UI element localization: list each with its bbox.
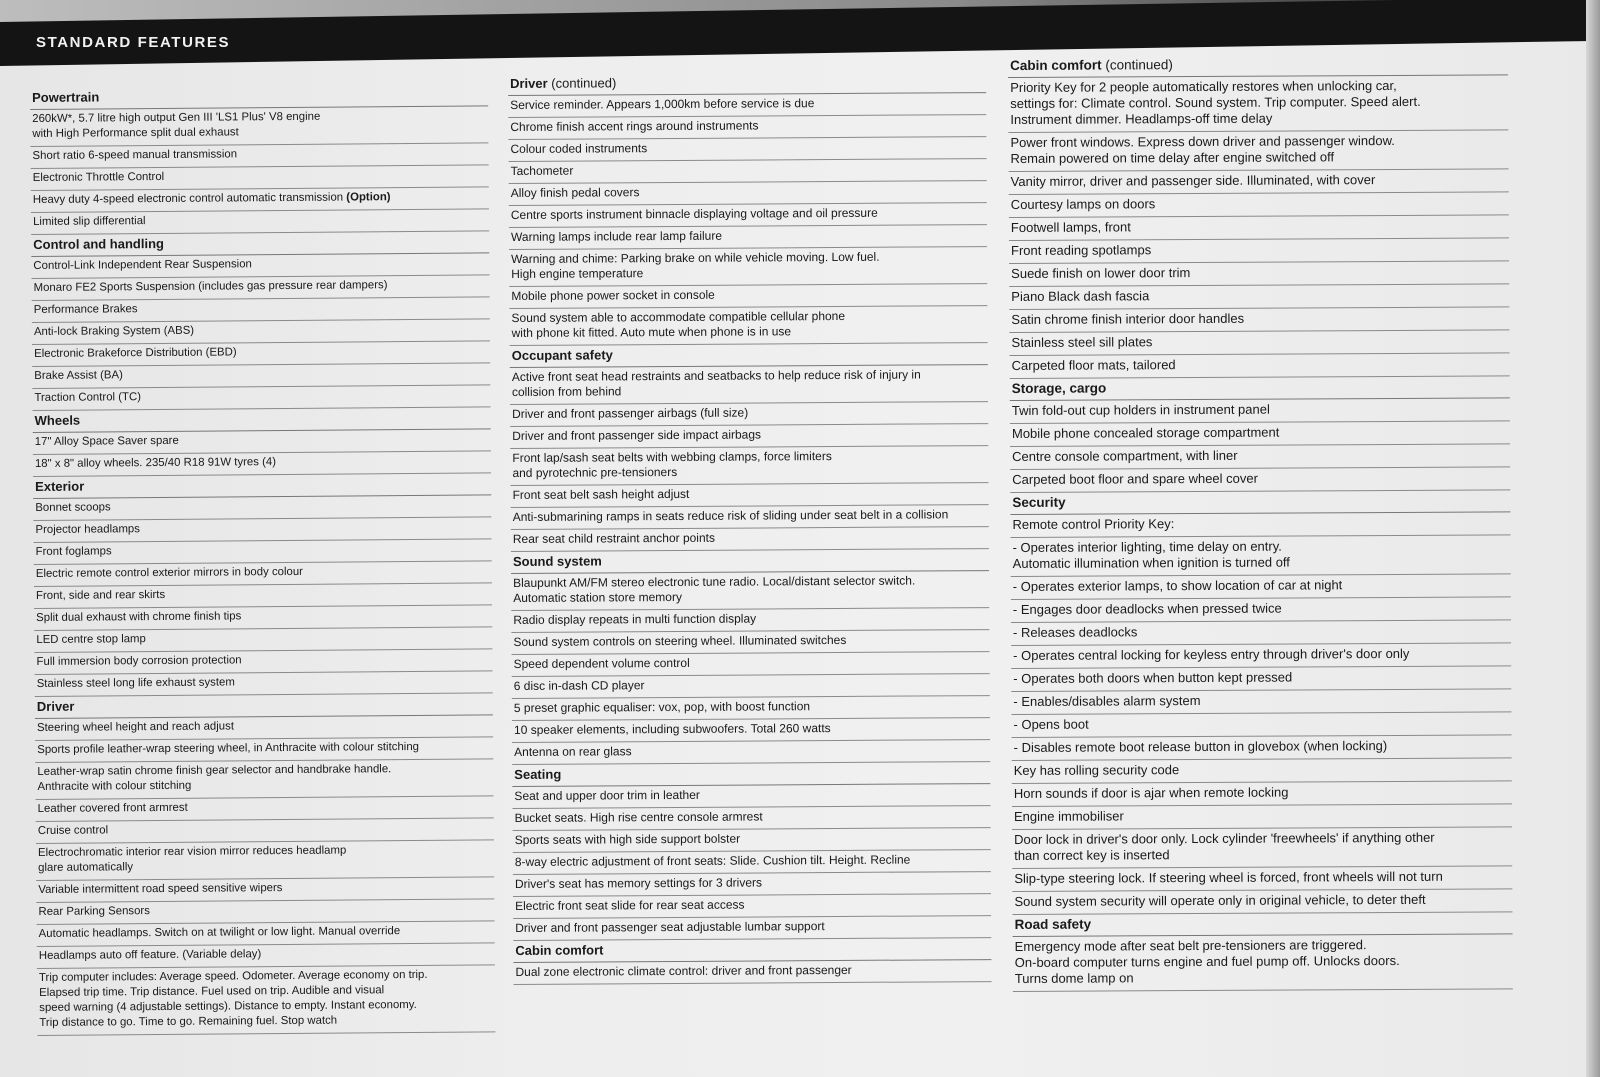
feature-text: Front reading spotlamps xyxy=(1010,242,1152,258)
feature-text: speed warning (4 adjustable settings). Distance to empty. Instant economy. xyxy=(39,998,417,1014)
feature-column-1 xyxy=(30,84,495,1036)
option-tag: (Option) xyxy=(346,191,391,204)
feature-column-3 xyxy=(1008,53,1513,992)
feature-text: Electronic Brakeforce Distribution (EBD) xyxy=(34,346,237,360)
feature-item xyxy=(1010,421,1510,447)
feature-text: Sound system able to accommodate compatible cellular phone xyxy=(511,308,846,325)
feature-text: Front foglamps xyxy=(35,545,112,558)
feature-text: Dual zone electronic climate control: driver and front passenger xyxy=(515,962,852,979)
feature-text: Bucket seats. High rise centre console armrest xyxy=(514,809,763,825)
feature-text: - Releases deadlocks xyxy=(1012,624,1138,640)
feature-item xyxy=(508,115,986,140)
feature-text: Speed dependent volume control xyxy=(513,655,690,671)
feature-text: - Enables/disables alarm system xyxy=(1013,693,1201,709)
feature-item xyxy=(1011,597,1511,623)
feature-text: Full immersion body corrosion protection xyxy=(36,654,242,668)
feature-item xyxy=(513,960,991,985)
feature-text: settings for: Climate control. Sound system. Trip computer. Speed alert. xyxy=(1010,93,1421,111)
feature-item xyxy=(511,608,989,633)
feature-item xyxy=(1011,689,1511,715)
feature-text: Headlamps auto off feature. (Variable delay) xyxy=(38,948,262,962)
feature-item xyxy=(1009,307,1509,333)
feature-text: - Operates interior lighting, time delay on entry. xyxy=(1012,538,1282,555)
feature-text: Cruise control xyxy=(37,824,109,837)
feature-text: Door lock in driver's door only. Lock cylinder 'freewheels' if anything other xyxy=(1014,829,1435,847)
feature-text: Automatic illumination when ignition is turned off xyxy=(1012,554,1290,571)
feature-text: Automatic station store memory xyxy=(513,589,682,605)
section-title: Driver xyxy=(36,698,75,714)
feature-text: Piano Black dash fascia xyxy=(1011,288,1150,304)
section-heading-security xyxy=(1010,490,1510,515)
feature-text: Trip distance to go. Time to go. Remaining fuel. Stop watch xyxy=(39,1014,338,1029)
section-title: Control and handling xyxy=(33,235,165,252)
feature-item xyxy=(1011,712,1511,738)
feature-text: collision from behind xyxy=(511,384,622,399)
feature-text: - Operates both doors when button kept pressed xyxy=(1013,669,1293,686)
feature-text: Chrome finish accent rings around instruments xyxy=(510,118,759,134)
feature-text: Service reminder. Appears 1,000km before service is due xyxy=(510,96,815,112)
feature-item xyxy=(1010,353,1510,379)
feature-text: Automatic headlamps. Switch on at twilight or low light. Manual override xyxy=(38,925,401,940)
feature-text: Courtesy lamps on doors xyxy=(1010,196,1156,212)
feature-text: Stainless steel sill plates xyxy=(1011,334,1153,350)
section-title: Security xyxy=(1012,494,1066,510)
feature-text: Front seat belt sash height adjust xyxy=(512,486,690,502)
feature-text: Stainless steel long life exhaust system xyxy=(36,676,235,690)
feature-item xyxy=(1012,781,1512,807)
feature-text: than correct key is inserted xyxy=(1014,847,1170,863)
feature-column-2 xyxy=(508,71,992,985)
feature-text: Driver and front passenger side impact airbags xyxy=(512,427,762,443)
feature-text: LED centre stop lamp xyxy=(36,633,146,646)
feature-text: Sound system controls on steering wheel. Illuminated switches xyxy=(513,632,847,649)
feature-text: 10 speaker elements, including subwoofers. Total 260 watts xyxy=(513,721,831,737)
feature-text: Key has rolling security code xyxy=(1013,762,1180,778)
section-title: Exterior xyxy=(35,478,85,494)
feature-item xyxy=(511,527,989,552)
feature-item xyxy=(35,759,493,800)
section-heading-seating xyxy=(512,762,990,787)
feature-item xyxy=(1009,261,1509,287)
section-heading-occupant-safety xyxy=(510,343,988,368)
section-heading-road-safety xyxy=(1012,912,1512,937)
feature-text: Anthracite with colour stitching xyxy=(37,779,192,793)
feature-text: Power front windows. Express down driver and passenger window. xyxy=(1010,132,1395,150)
feature-text: 17" Alloy Space Saver spare xyxy=(34,434,179,448)
feature-text: Remote control Priority Key: xyxy=(1012,516,1175,532)
feature-item xyxy=(512,806,990,831)
feature-item xyxy=(1012,804,1512,830)
feature-text: Split dual exhaust with chrome finish tips xyxy=(36,610,242,624)
feature-item xyxy=(510,424,988,449)
feature-item xyxy=(513,894,991,919)
feature-item xyxy=(513,916,991,941)
feature-item xyxy=(1009,215,1509,241)
feature-item xyxy=(509,203,987,228)
feature-text: Sports seats with high side support bolster xyxy=(514,831,741,847)
feature-item xyxy=(1010,467,1510,493)
section-title: Driver xyxy=(510,75,548,91)
feature-text: Driver and front passenger airbags (full size) xyxy=(512,405,749,421)
feature-text: Warning lamps include rear lamp failure xyxy=(510,228,723,244)
feature-item xyxy=(509,159,987,184)
feature-text: 260kW*, 5.7 litre high output Gen III 'LS1 Plus' V8 engine xyxy=(32,110,321,125)
feature-text: Centre sports instrument binnacle displaying voltage and oil pressure xyxy=(510,205,878,222)
feature-text: Vanity mirror, driver and passenger side. Illuminated, with cover xyxy=(1010,172,1376,189)
feature-text: 5 preset graphic equaliser: vox, pop, with boost function xyxy=(513,699,811,715)
feature-text: and pyrotechnic pre-tensioners xyxy=(512,464,678,480)
continued-label: (continued) xyxy=(551,75,617,91)
feature-item xyxy=(511,483,989,508)
feature-text: with phone kit fitted. Auto mute when phone is in use xyxy=(511,324,792,340)
section-heading-driver xyxy=(508,71,986,96)
feature-text: - Engages door deadlocks when pressed twice xyxy=(1012,600,1282,617)
feature-text: Sports profile leather-wrap steering wheel, in Anthracite with colour stitching xyxy=(37,740,420,756)
feature-text: Mobile phone power socket in console xyxy=(511,287,715,303)
feature-text: Seat and upper door trim in leather xyxy=(514,787,700,803)
page-edge-shadow xyxy=(1586,0,1600,1077)
feature-item xyxy=(513,828,991,853)
feature-text: Centre console compartment, with liner xyxy=(1012,447,1238,464)
feature-item xyxy=(508,137,986,162)
feature-item xyxy=(1009,169,1509,195)
feature-item xyxy=(510,446,988,486)
feature-text: Leather covered front armrest xyxy=(37,801,188,815)
feature-text: Front lap/sash seat belts with webbing clamps, force limiters xyxy=(512,449,832,465)
feature-text: On-board computer turns engine and fuel pump off. Unlocks doors. xyxy=(1014,952,1400,970)
feature-item xyxy=(1011,574,1511,600)
feature-text: Footwell lamps, front xyxy=(1010,219,1131,235)
feature-text: Monaro FE2 Sports Suspension (includes gas pressure rear dampers) xyxy=(33,279,388,294)
feature-text: Active front seat head restraints and seatbacks to help reduce risk of injury in xyxy=(511,367,921,384)
feature-item xyxy=(509,247,987,287)
feature-item xyxy=(1012,827,1512,869)
feature-text: - Operates exterior lamps, to show location of car at night xyxy=(1012,577,1343,594)
feature-text: Driver's seat has memory settings for 3 drivers xyxy=(514,875,763,891)
feature-text: Heavy duty 4-speed electronic control automatic transmission xyxy=(32,191,344,206)
feature-text: Trip computer includes: Average speed. Odometer. Average economy on trip. xyxy=(38,968,428,984)
feature-text: Horn sounds if door is ajar when remote locking xyxy=(1013,784,1289,801)
feature-item xyxy=(30,106,488,147)
section-title: Road safety xyxy=(1014,916,1092,932)
feature-text: Alloy finish pedal covers xyxy=(510,185,640,200)
feature-text: Front, side and rear skirts xyxy=(35,588,166,602)
feature-text: Electronic Throttle Control xyxy=(32,170,165,184)
feature-item xyxy=(1012,758,1512,784)
feature-text: Anti-submarining ramps in seats reduce risk of sliding under seat belt in a collision xyxy=(512,507,949,524)
page-title: STANDARD FEATURES xyxy=(36,34,231,51)
feature-text: 18" x 8" alloy wheels. 235/40 R18 91W tyres (4) xyxy=(34,456,277,470)
section-title: Seating xyxy=(514,766,562,782)
feature-item xyxy=(510,402,988,427)
feature-text: Steering wheel height and reach adjust xyxy=(36,720,235,734)
feature-item xyxy=(511,505,989,530)
feature-text: Electrochromatic interior rear vision mirror reduces headlamp xyxy=(37,844,347,859)
feature-item xyxy=(512,652,990,677)
feature-text: Priority Key for 2 people automatically restores when unlocking car, xyxy=(1010,77,1397,95)
feature-text: - Opens boot xyxy=(1013,716,1089,732)
feature-text: Driver and front passenger seat adjustable lumbar support xyxy=(515,919,825,935)
feature-text: Satin chrome finish interior door handles xyxy=(1011,310,1245,327)
feature-text: Blaupunkt AM/FM stereo electronic tune radio. Local/distant selector switch. xyxy=(513,573,916,590)
feature-item xyxy=(1010,512,1510,538)
feature-text: Bonnet scoops xyxy=(35,501,111,514)
feature-text: Engine immobiliser xyxy=(1013,808,1124,824)
feature-item xyxy=(1010,444,1510,470)
feature-text: Performance Brakes xyxy=(33,303,138,316)
feature-text: Warning and chime: Parking brake on while vehicle moving. Low fuel. xyxy=(511,249,880,266)
feature-item xyxy=(36,840,494,881)
feature-item xyxy=(1009,284,1509,310)
feature-item xyxy=(511,630,989,655)
feature-text: Electric front seat slide for rear seat access xyxy=(515,897,745,913)
feature-item xyxy=(37,965,496,1036)
feature-text: Turns dome lamp on xyxy=(1014,970,1134,986)
feature-item xyxy=(1009,238,1509,264)
feature-text: - Disables remote boot release button in glovebox (when locking) xyxy=(1013,738,1388,755)
section-title: Storage, cargo xyxy=(1011,380,1107,396)
feature-text: Anti-lock Braking System (ABS) xyxy=(33,324,195,338)
feature-text: Radio display repeats in multi function display xyxy=(513,611,757,627)
section-title: Powertrain xyxy=(32,89,100,105)
feature-text: Carpeted boot floor and spare wheel cover xyxy=(1012,470,1258,487)
feature-item xyxy=(1012,735,1512,761)
section-heading-sound-system xyxy=(511,549,989,574)
feature-item xyxy=(1008,130,1508,172)
feature-item xyxy=(508,93,986,118)
feature-text: 8-way electric adjustment of front seats: Slide. Cushion tilt. Height. Recline xyxy=(514,852,911,869)
feature-text: Short ratio 6-speed manual transmission xyxy=(32,148,238,162)
feature-text: Control-Link Independent Rear Suspension xyxy=(33,258,252,272)
feature-item xyxy=(1013,934,1513,992)
feature-text: Elapsed trip time. Trip distance. Fuel used on trip. Audible and visual xyxy=(39,984,385,999)
feature-item xyxy=(1008,75,1508,133)
feature-text: - Operates central locking for keyless entry through driver's door only xyxy=(1013,645,1410,663)
feature-text: Leather-wrap satin chrome finish gear selector and handbrake handle. xyxy=(37,763,392,778)
feature-item xyxy=(512,784,990,809)
feature-item xyxy=(512,696,990,721)
feature-item xyxy=(509,306,987,346)
feature-item xyxy=(1011,535,1511,577)
feature-item xyxy=(1011,643,1511,669)
feature-text: Suede finish on lower door trim xyxy=(1011,265,1191,281)
feature-text: Twin fold-out cup holders in instrument panel xyxy=(1011,401,1270,418)
feature-text: Carpeted floor mats, tailored xyxy=(1011,357,1176,373)
feature-item xyxy=(511,571,989,611)
feature-item xyxy=(1011,666,1511,692)
feature-item xyxy=(1009,330,1509,356)
feature-text: Rear Parking Sensors xyxy=(38,905,150,918)
feature-item xyxy=(512,740,990,765)
feature-text: Instrument dimmer. Headlamps-off time delay xyxy=(1010,110,1273,127)
feature-item xyxy=(509,181,987,206)
feature-text: with High Performance split dual exhaust xyxy=(32,126,239,140)
feature-text: Emergency mode after seat belt pre-tensioners are triggered. xyxy=(1014,937,1367,954)
feature-text: High engine temperature xyxy=(511,266,644,281)
section-title: Cabin comfort xyxy=(515,942,604,958)
feature-item xyxy=(513,872,991,897)
feature-text: Limited slip differential xyxy=(33,215,146,228)
feature-item xyxy=(513,850,991,875)
feature-text: Traction Control (TC) xyxy=(34,391,142,404)
feature-text: Projector headlamps xyxy=(35,523,140,536)
feature-item xyxy=(1012,866,1512,892)
feature-item xyxy=(512,718,990,743)
section-title: Wheels xyxy=(34,412,81,428)
feature-item xyxy=(509,225,987,250)
feature-item xyxy=(509,284,987,309)
feature-text: Electric remote control exterior mirrors in body colour xyxy=(35,565,303,580)
section-title: Sound system xyxy=(512,553,602,569)
feature-item xyxy=(1012,889,1512,915)
feature-text: Rear seat child restraint anchor points xyxy=(512,530,715,546)
feature-text: Antenna on rear glass xyxy=(514,744,632,759)
section-heading-cabin-comfort xyxy=(1008,53,1508,78)
feature-item xyxy=(1010,398,1510,424)
section-heading-storage-cargo xyxy=(1010,376,1510,401)
feature-item xyxy=(1009,192,1509,218)
feature-item xyxy=(1011,620,1511,646)
section-title: Occupant safety xyxy=(511,347,613,363)
feature-text: Mobile phone concealed storage compartment xyxy=(1011,424,1280,441)
feature-text: Variable intermittent road speed sensitive wipers xyxy=(38,882,283,896)
feature-item xyxy=(512,674,990,699)
feature-text: Remain powered on time delay after engine switched off xyxy=(1010,149,1335,166)
feature-item xyxy=(510,365,988,405)
continued-label: (continued) xyxy=(1105,57,1173,73)
section-heading-cabin-comfort xyxy=(513,938,991,963)
feature-text: glare automatically xyxy=(38,861,134,874)
feature-text: Brake Assist (BA) xyxy=(34,369,123,382)
feature-text: Colour coded instruments xyxy=(510,141,648,156)
feature-text: 6 disc in-dash CD player xyxy=(513,678,645,693)
feature-text: Slip-type steering lock. If steering wheel is forced, front wheels will not turn xyxy=(1014,868,1443,886)
feature-text: Sound system security will operate only in original vehicle, to deter theft xyxy=(1014,891,1426,909)
section-title: Cabin comfort xyxy=(1010,57,1102,73)
feature-text: Tachometer xyxy=(510,163,574,178)
